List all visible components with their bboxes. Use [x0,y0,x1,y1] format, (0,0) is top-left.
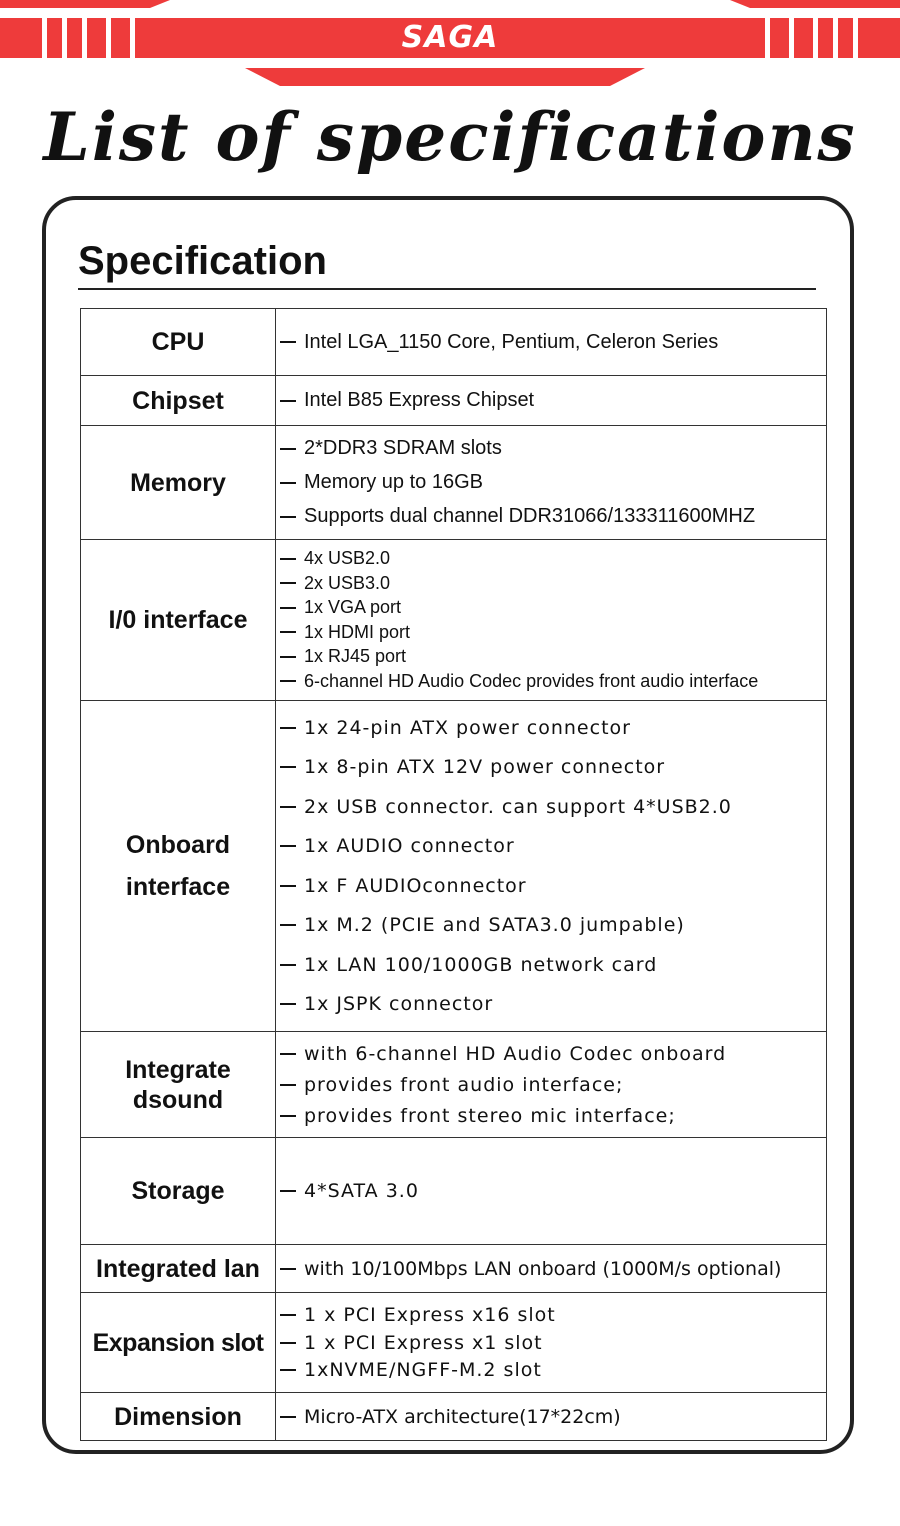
dash-icon [280,766,296,768]
spec-row-io-interface [81,540,827,701]
heading-divider [78,288,816,290]
spec-item: 1x AUDIO connector [280,827,826,867]
dash-icon [280,1369,296,1371]
dash-icon [280,680,296,682]
spec-label-cell [81,1032,276,1138]
spec-label: Integrated lan [96,1254,260,1283]
spec-item: 1x LAN 100/1000GB network card [280,945,826,985]
dash-icon [280,1053,296,1055]
spec-label-cell [81,1138,276,1245]
spec-row-storage [81,1138,827,1245]
spec-item: with 10/100Mbps LAN onboard (1000M/s optional) [280,1258,826,1280]
spec-value-cell [276,376,827,426]
spec-label: Expansion slot [92,1328,264,1357]
spec-item: Intel LGA_1150 Core, Pentium, Celeron Series [280,331,826,354]
spec-item: Intel B85 Express Chipset [280,389,826,412]
spec-item: 2*DDR3 SDRAM slots [280,432,826,466]
spec-label-cell [81,1293,276,1393]
spec-row-expansion-slot [81,1293,827,1393]
dash-icon [280,631,296,633]
dash-icon [280,727,296,729]
spec-value-cell [276,701,827,1032]
spec-label-cell [81,1245,276,1293]
dash-icon [280,964,296,966]
spec-value-cell [276,1393,827,1441]
spec-label-cell [81,309,276,376]
spec-label: interface [125,873,231,901]
dash-icon [280,806,296,808]
spec-item: 1x JSPK connector [280,985,826,1025]
dash-icon [280,1003,296,1005]
spec-item: 1 x PCI Express x16 slot [280,1301,826,1329]
brand-logo: SAGA [401,20,499,55]
spec-label-cell [81,540,276,701]
dash-icon [280,582,296,584]
spec-label: I/0 interface [108,606,248,634]
spec-item: 1 x PCI Express x1 slot [280,1329,826,1357]
spec-label-cell [81,701,276,1032]
spec-value-cell [276,426,827,540]
spec-row-chipset [81,376,827,426]
dash-icon [280,1314,296,1316]
spec-item: 2x USB3.0 [280,571,826,596]
spec-value-cell [276,1138,827,1245]
spec-value-cell [276,1032,827,1138]
dash-icon [280,516,296,518]
spec-row-onboard-interface [81,701,827,1032]
spec-item: 6-channel HD Audio Codec provides front audio interface [280,669,826,694]
spec-item: 1x HDMI port [280,620,826,645]
spec-label-cell [81,1393,276,1441]
spec-item: with 6-channel HD Audio Codec onboard [280,1038,826,1069]
spec-item: provides front stereo mic interface; [280,1100,826,1131]
spec-table [80,308,827,1441]
spec-row-memory [81,426,827,540]
spec-item: 4x USB2.0 [280,547,826,572]
spec-row-cpu [81,309,827,376]
page-title: List of specifications [43,98,857,176]
spec-row-integrated-lan [81,1245,827,1293]
spec-row-integrated-sound [81,1032,827,1138]
spec-item: 1xNVME/NGFF-M.2 slot [280,1356,826,1384]
dash-icon [280,482,296,484]
spec-value-cell [276,309,827,376]
spec-item: 1x 24-pin ATX power connector [280,708,826,748]
dash-icon [280,448,296,450]
spec-item: provides front audio interface; [280,1069,826,1100]
dash-icon [280,1190,296,1192]
spec-item: 1x RJ45 port [280,645,826,670]
dash-icon [280,341,296,343]
spec-label: Dimension [114,1402,242,1431]
dash-icon [280,400,296,402]
dash-icon [280,607,296,609]
dash-icon [280,1115,296,1117]
dash-icon [280,1342,296,1344]
spec-item: 4*SATA 3.0 [280,1180,826,1202]
spec-label: Onboard [125,831,231,859]
spec-item: 1x F AUDIOconnector [280,866,826,906]
spec-row-dimension [81,1393,827,1441]
spec-value-cell [276,1293,827,1393]
spec-label: Integrate [125,1055,231,1084]
section-heading: Specification [78,239,327,283]
dash-icon [280,1268,296,1270]
spec-label: dsound [132,1085,224,1114]
dash-icon [280,924,296,926]
dash-icon [280,656,296,658]
spec-label: Storage [131,1177,225,1205]
dash-icon [280,1084,296,1086]
dash-icon [280,558,296,560]
spec-label: Chipset [132,386,224,415]
spec-item: Micro-ATX architecture(17*22cm) [280,1406,826,1428]
dash-icon [280,1416,296,1418]
spec-label: CPU [151,328,205,356]
spec-item: 1x 8-pin ATX 12V power connector [280,748,826,788]
spec-item: Supports dual channel DDR31066/133311600MHZ [280,500,826,534]
spec-item: Memory up to 16GB [280,466,826,500]
spec-value-cell [276,1245,827,1293]
dash-icon [280,845,296,847]
spec-item: 2x USB connector. can support 4*USB2.0 [280,787,826,827]
spec-value-cell [276,540,827,701]
spec-item: 1x VGA port [280,596,826,621]
dash-icon [280,885,296,887]
spec-label: Memory [130,468,226,497]
spec-item: 1x M.2 (PCIE and SATA3.0 jumpable) [280,906,826,946]
spec-label-cell [81,426,276,540]
spec-label-cell [81,376,276,426]
